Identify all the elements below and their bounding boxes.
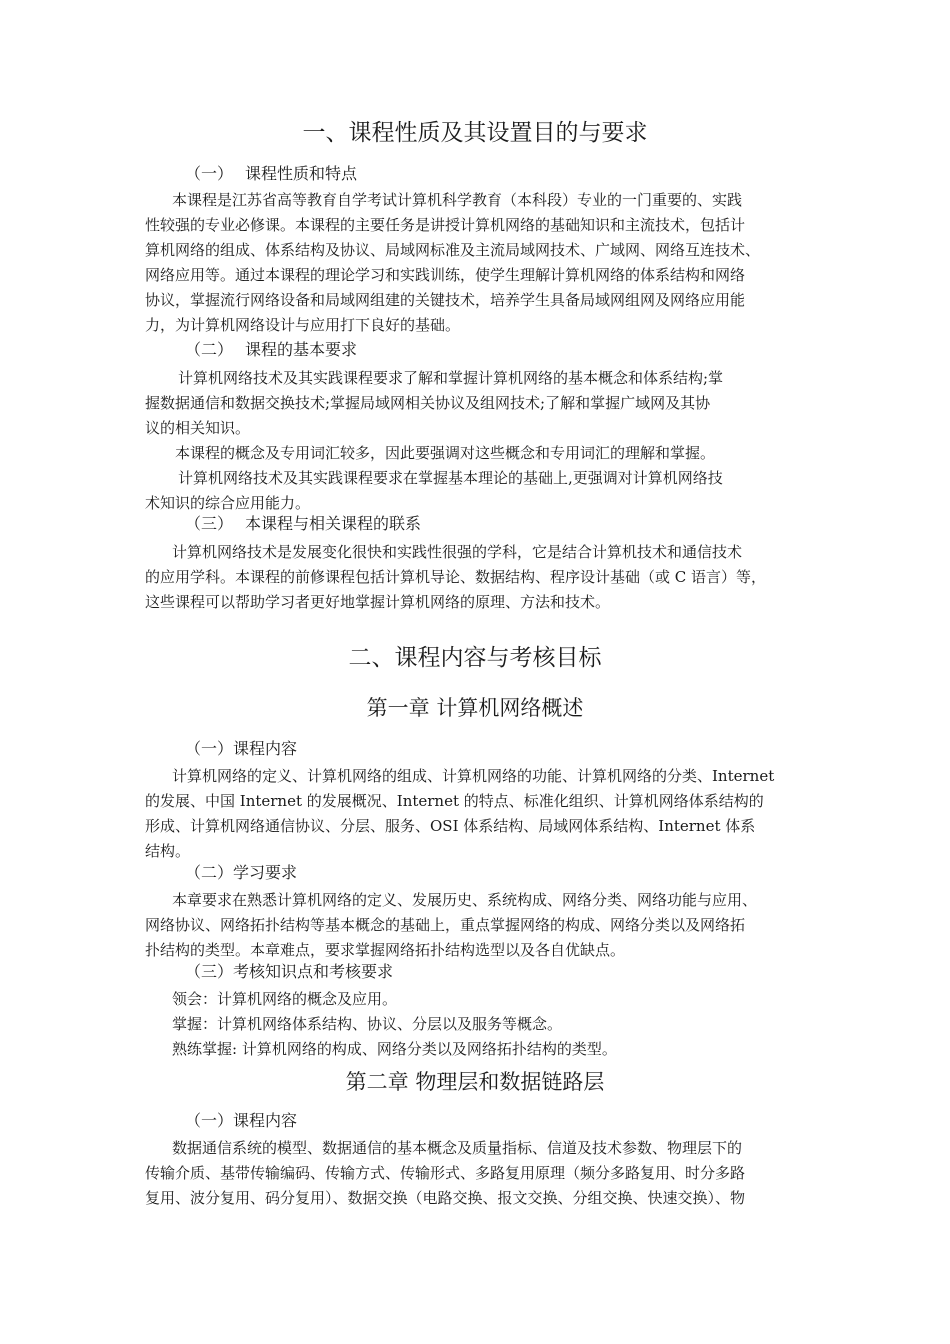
paragraph-line: 网络协议、网络拓扑结构等基本概念的基础上，重点掌握网络的构成、网络分类以及网络拓 [145,916,746,934]
subsection-title: 课程性质和特点 [245,164,358,183]
paragraph-line: 计算机网络技术是发展变化很快和实践性很强的学科，它是结合计算机技术和通信技术 [172,543,743,561]
chapter-2-title: 第二章 物理层和数据链路层 [345,1070,605,1094]
paragraph-line: 议的相关知识。 [145,419,251,437]
paragraph-line: 计算机网络技术及其实践课程要求了解和掌握计算机网络的基本概念和体系结构;掌 [178,369,724,387]
paragraph-line: 力，为计算机网络设计与应用打下良好的基础。 [145,316,461,334]
paragraph-line: 网络应用等。通过本课程的理论学习和实践训练，使学生理解计算机网络的体系结构和网络 [145,266,746,284]
paragraph-line: 的发展、中国 Internet 的发展概况、Internet 的特点、标准化组织、计算机网络体系结构的 [145,792,764,810]
paragraph-line: 数据通信系统的模型、数据通信的基本概念及质量指标、信道及技术参数、物理层下的 [172,1139,743,1157]
paragraph-line: 计算机网络的定义、计算机网络的组成、计算机网络的功能、计算机网络的分类、Internet [172,767,775,785]
subsection-title: 课程的基本要求 [245,340,358,359]
paragraph-line: 本章要求在熟悉计算机网络的定义、发展历史、系统构成、网络分类、网络功能与应用、 [172,891,758,909]
chapter-1-requirements-heading: （二）学习要求 [185,863,298,882]
chapter-2-content-heading: （一）课程内容 [185,1111,298,1130]
paragraph-line: 扑结构的类型。本章难点，要求掌握网络拓扑结构选型以及各自优缺点。 [145,941,626,959]
paragraph-line: 算机网络的组成、体系结构及协议、局域网标准及主流局域网技术、广域网、网络互连技术、 [145,241,761,259]
paragraph-line: 本课程是江苏省高等教育自学考试计算机科学教育（本科段）专业的一门重要的、实践 [172,191,743,209]
chapter-1-content-heading: （一）课程内容 [185,739,298,758]
paragraph-line: 协议，掌握流行网络设备和局域网组建的关键技术，培养学生具备局域网组网及网络应用能 [145,291,746,309]
subsection-1-1-heading [185,163,357,185]
paragraph-line: 复用、波分复用、码分复用）、数据交换（电路交换、报文交换、分组交换、快速交换）、物 [145,1189,746,1207]
assessment-item: 领会：计算机网络的概念及应用。 [172,990,398,1008]
paragraph-line: 形成、计算机网络通信协议、分层、服务、OSI 体系结构、局域网体系结构、Internet 体系 [145,817,756,835]
paragraph-line: 性较强的专业必修课。本课程的主要任务是讲授计算机网络的基础知识和主流技术，包括计 [145,216,746,234]
assessment-item: 熟练掌握: 计算机网络的构成、网络分类以及网络拓扑结构的类型。 [172,1040,617,1058]
section-1-title: 一、课程性质及其设置目的与要求 [302,120,648,146]
subsection-1-3-heading [185,513,421,535]
paragraph-line: 握数据通信和数据交换技术;掌握局域网相关协议及组网技术;了解和掌握广域网及其协 [145,394,711,412]
section-2-title: 二、课程内容与考核目标 [348,645,602,671]
chapter-1-assessment-heading: （三）考核知识点和考核要求 [185,962,394,981]
paragraph-line: 本课程的概念及专用词汇较多，因此要强调对这些概念和专用词汇的理解和掌握。 [175,444,716,462]
subsection-1-2-heading [185,339,357,361]
assessment-item: 掌握：计算机网络体系结构、协议、分层以及服务等概念。 [172,1015,563,1033]
subsection-number: （一） [185,164,234,183]
chapter-1-title: 第一章 计算机网络概述 [366,696,584,720]
paragraph-line: 传输介质、基带传输编码、传输方式、传输形式、多路复用原理（频分多路复用、时分多路 [145,1164,746,1182]
subsection-title: 本课程与相关课程的联系 [245,514,422,533]
subsection-number: （三） [185,514,234,533]
paragraph-line: 这些课程可以帮助学习者更好地掌握计算机网络的原理、方法和技术。 [145,593,611,611]
subsection-number: （二） [185,340,234,359]
paragraph-line: 术知识的综合应用能力。 [145,494,311,512]
paragraph-line: 计算机网络技术及其实践课程要求在掌握基本理论的基础上,更强调对计算机网络技 [178,469,723,487]
paragraph-line: 的应用学科。本课程的前修课程包括计算机导论、数据结构、程序设计基础（或 C 语言）等， [145,568,767,586]
paragraph-line: 结构。 [145,842,191,860]
